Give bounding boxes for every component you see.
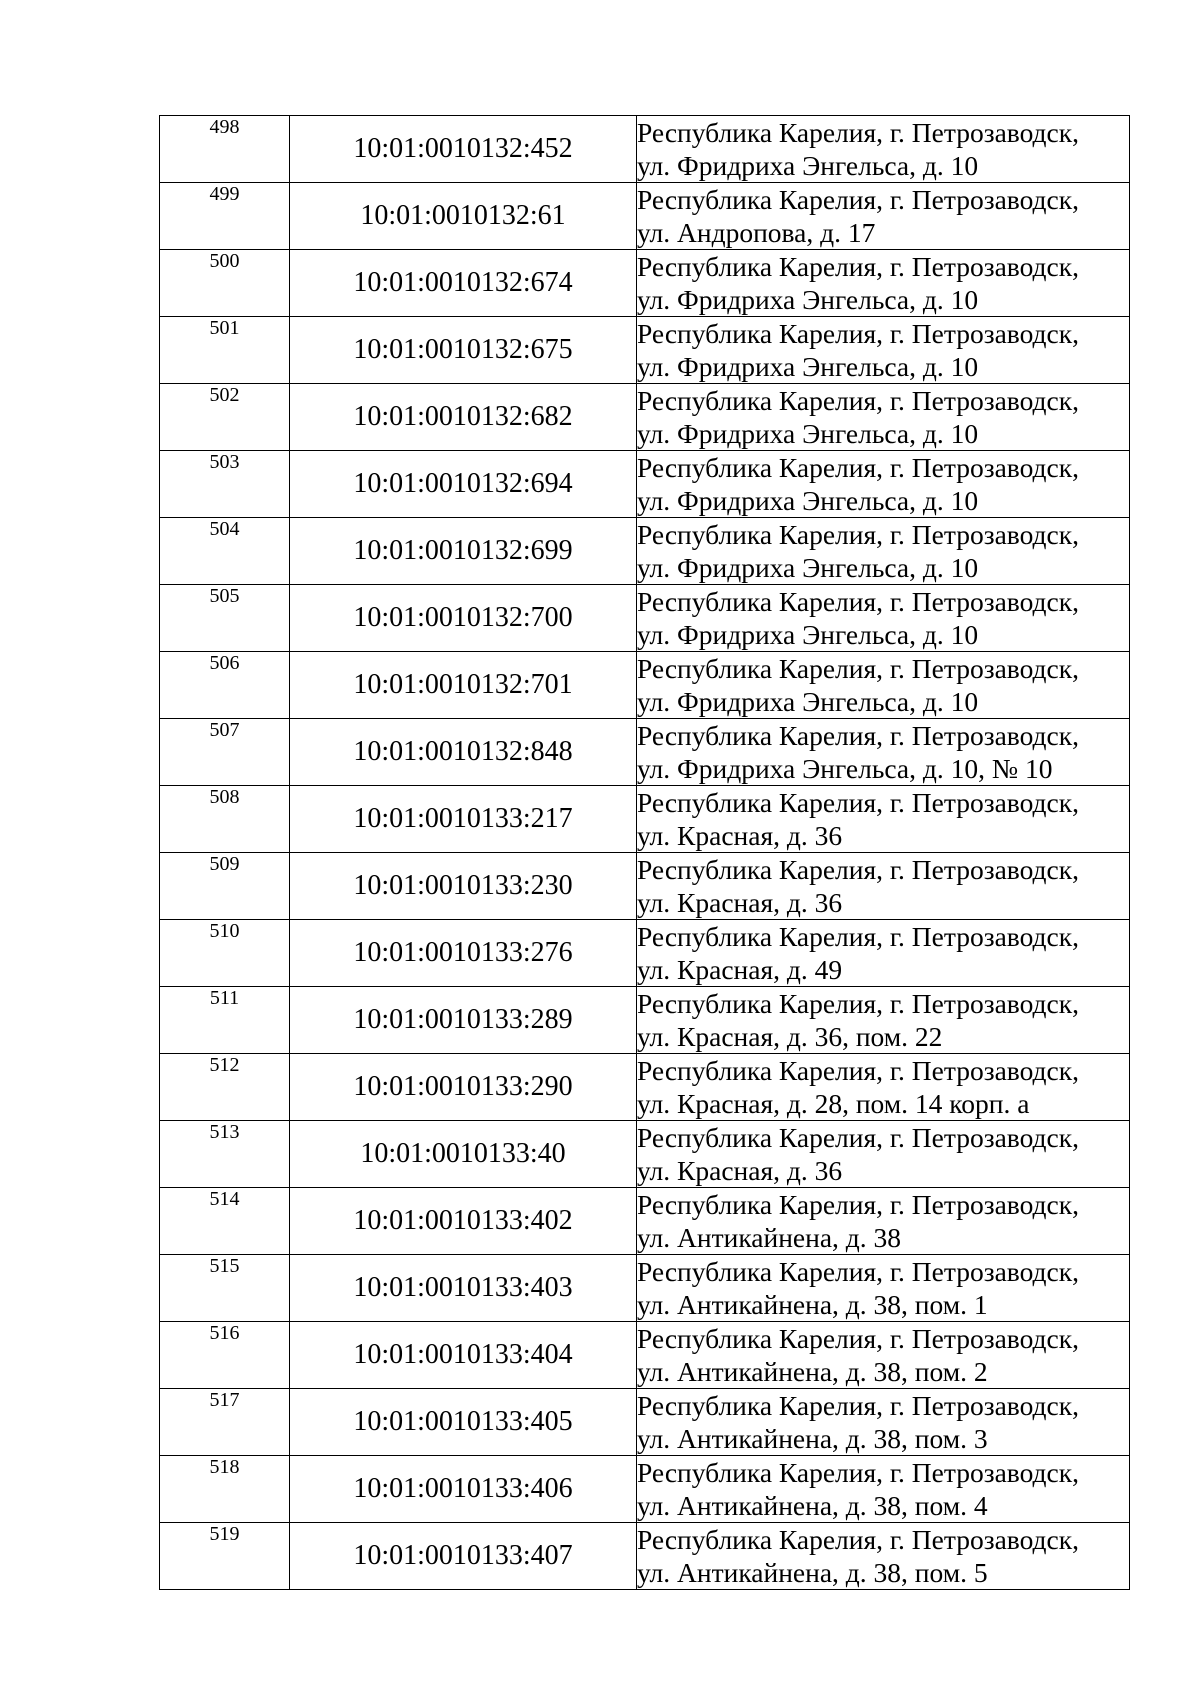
cadastral-number: 10:01:0010133:406 [290,1456,637,1523]
row-number: 504 [160,518,290,585]
address-line-1: Республика Карелия, г. Петрозаводск, [637,452,1079,483]
cadastral-number: 10:01:0010133:290 [290,1054,637,1121]
address-line-2: ул. Фридриха Энгельса, д. 10 [637,351,979,382]
row-number: 514 [160,1188,290,1255]
address-line-1: Республика Карелия, г. Петрозаводск, [637,653,1079,684]
row-number: 516 [160,1322,290,1389]
address-line-1: Республика Карелия, г. Петрозаводск, [637,1390,1079,1421]
table-row [160,384,1130,451]
address-cell [637,585,1130,652]
table-row [160,317,1130,384]
address-line-1: Республика Карелия, г. Петрозаводск, [637,1457,1079,1488]
cadastral-number: 10:01:0010132:701 [290,652,637,719]
address-line-1: Республика Карелия, г. Петрозаводск, [637,1055,1079,1086]
address-line-2: ул. Красная, д. 36, пом. 22 [637,1021,943,1052]
address-line-2: ул. Фридриха Энгельса, д. 10 [637,284,979,315]
address-line-2: ул. Фридриха Энгельса, д. 10, № 10 [637,753,1053,784]
table-row [160,1255,1130,1322]
cadastral-number: 10:01:0010132:682 [290,384,637,451]
table-row [160,451,1130,518]
row-number: 511 [160,987,290,1054]
address-line-1: Республика Карелия, г. Петрозаводск, [637,854,1079,885]
row-number: 519 [160,1523,290,1590]
table-row [160,1523,1130,1590]
address-line-2: ул. Красная, д. 28, пом. 14 корп. а [637,1088,1030,1119]
address-line-1: Республика Карелия, г. Петрозаводск, [637,1256,1079,1287]
address-cell [637,987,1130,1054]
table-row [160,920,1130,987]
address-cell [637,1188,1130,1255]
address-line-2: ул. Фридриха Энгельса, д. 10 [637,619,979,650]
row-number: 518 [160,1456,290,1523]
address-cell [637,1523,1130,1590]
row-number: 501 [160,317,290,384]
address-cell [637,384,1130,451]
address-cell [637,652,1130,719]
table-row [160,1389,1130,1456]
row-number: 506 [160,652,290,719]
address-line-1: Республика Карелия, г. Петрозаводск, [637,1524,1079,1555]
cadastral-number: 10:01:0010133:40 [290,1121,637,1188]
address-line-1: Республика Карелия, г. Петрозаводск, [637,519,1079,550]
row-number: 515 [160,1255,290,1322]
table-row [160,183,1130,250]
table-row [160,116,1130,183]
address-line-1: Республика Карелия, г. Петрозаводск, [637,1189,1079,1220]
address-cell [637,317,1130,384]
address-cell [637,183,1130,250]
address-line-2: ул. Красная, д. 36 [637,1155,843,1186]
cadastral-number: 10:01:0010132:675 [290,317,637,384]
row-number: 517 [160,1389,290,1456]
address-line-2: ул. Андропова, д. 17 [637,217,876,248]
row-number: 510 [160,920,290,987]
address-cell [637,1054,1130,1121]
table-row [160,987,1130,1054]
cadastral-number: 10:01:0010132:452 [290,116,637,183]
address-line-2: ул. Антикайнена, д. 38, пом. 2 [637,1356,988,1387]
address-cell [637,1121,1130,1188]
address-cell [637,853,1130,920]
row-number: 505 [160,585,290,652]
row-number: 498 [160,116,290,183]
address-line-2: ул. Антикайнена, д. 38, пом. 1 [637,1289,988,1320]
table-row [160,1456,1130,1523]
table-row [160,786,1130,853]
address-cell [637,518,1130,585]
address-line-1: Республика Карелия, г. Петрозаводск, [637,251,1079,282]
table-row [160,1188,1130,1255]
address-line-2: ул. Антикайнена, д. 38, пом. 4 [637,1490,988,1521]
address-line-1: Республика Карелия, г. Петрозаводск, [637,318,1079,349]
address-cell [637,719,1130,786]
address-line-1: Республика Карелия, г. Петрозаводск, [637,1323,1079,1354]
table-row [160,719,1130,786]
address-line-2: ул. Красная, д. 36 [637,887,843,918]
address-line-1: Республика Карелия, г. Петрозаводск, [637,586,1079,617]
cadastral-number: 10:01:0010132:848 [290,719,637,786]
cadastral-number: 10:01:0010132:694 [290,451,637,518]
row-number: 508 [160,786,290,853]
address-line-2: ул. Антикайнена, д. 38, пом. 3 [637,1423,988,1454]
table-row [160,518,1130,585]
table-row [160,652,1130,719]
cadastral-number: 10:01:0010133:407 [290,1523,637,1590]
address-cell [637,250,1130,317]
address-cell [637,1255,1130,1322]
address-line-1: Республика Карелия, г. Петрозаводск, [637,787,1079,818]
row-number: 499 [160,183,290,250]
address-line-1: Республика Карелия, г. Петрозаводск, [637,1122,1079,1153]
cadastral-number: 10:01:0010133:289 [290,987,637,1054]
row-number: 507 [160,719,290,786]
address-line-1: Республика Карелия, г. Петрозаводск, [637,184,1079,215]
table-row [160,585,1130,652]
address-cell [637,116,1130,183]
address-line-2: ул. Красная, д. 36 [637,820,843,851]
row-number: 502 [160,384,290,451]
cadastral-number: 10:01:0010132:61 [290,183,637,250]
row-number: 513 [160,1121,290,1188]
cadastral-number: 10:01:0010133:405 [290,1389,637,1456]
address-line-1: Республика Карелия, г. Петрозаводск, [637,720,1079,751]
table-row [160,1121,1130,1188]
table-row [160,853,1130,920]
table-body [160,116,1130,1590]
address-cell [637,786,1130,853]
cadastral-number: 10:01:0010133:404 [290,1322,637,1389]
address-line-2: ул. Фридриха Энгельса, д. 10 [637,485,979,516]
address-cell [637,1322,1130,1389]
address-line-2: ул. Фридриха Энгельса, д. 10 [637,418,979,449]
cadastral-number: 10:01:0010132:699 [290,518,637,585]
address-line-1: Республика Карелия, г. Петрозаводск, [637,921,1079,952]
row-number: 509 [160,853,290,920]
cadastral-number: 10:01:0010133:403 [290,1255,637,1322]
row-number: 500 [160,250,290,317]
address-cell [637,451,1130,518]
address-line-2: ул. Антикайнена, д. 38, пом. 5 [637,1557,988,1588]
row-number: 503 [160,451,290,518]
table-row [160,1322,1130,1389]
property-register-table [159,115,1130,1590]
address-line-2: ул. Фридриха Энгельса, д. 10 [637,552,979,583]
table-row [160,250,1130,317]
cadastral-number: 10:01:0010133:217 [290,786,637,853]
address-cell [637,1389,1130,1456]
address-line-1: Республика Карелия, г. Петрозаводск, [637,988,1079,1019]
cadastral-number: 10:01:0010133:230 [290,853,637,920]
cadastral-number: 10:01:0010132:674 [290,250,637,317]
address-line-1: Республика Карелия, г. Петрозаводск, [637,385,1079,416]
row-number: 512 [160,1054,290,1121]
table-row [160,1054,1130,1121]
address-line-2: ул. Фридриха Энгельса, д. 10 [637,150,979,181]
cadastral-number: 10:01:0010133:276 [290,920,637,987]
cadastral-number: 10:01:0010133:402 [290,1188,637,1255]
address-line-2: ул. Фридриха Энгельса, д. 10 [637,686,979,717]
address-line-1: Республика Карелия, г. Петрозаводск, [637,117,1079,148]
address-cell [637,1456,1130,1523]
cadastral-number: 10:01:0010132:700 [290,585,637,652]
address-line-2: ул. Антикайнена, д. 38 [637,1222,902,1253]
address-cell [637,920,1130,987]
address-line-2: ул. Красная, д. 49 [637,954,843,985]
